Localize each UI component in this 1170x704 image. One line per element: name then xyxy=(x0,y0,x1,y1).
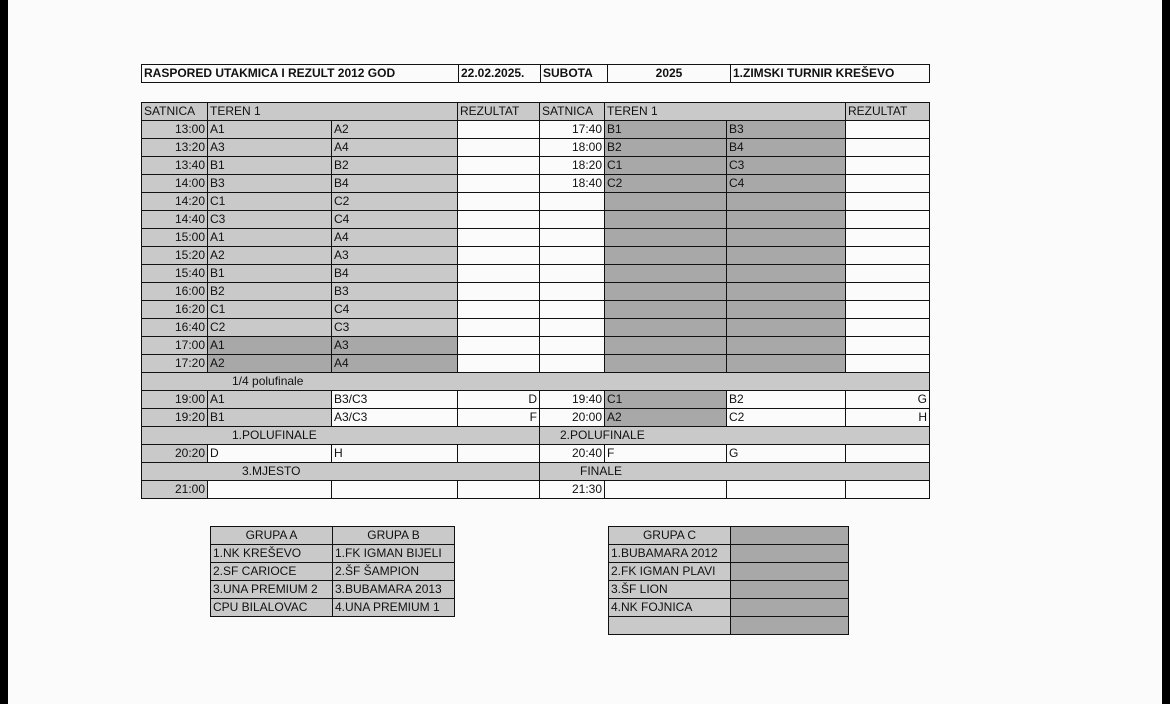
match-home-right xyxy=(605,247,727,265)
match-result xyxy=(458,175,540,193)
list-item xyxy=(211,563,455,581)
group-b-team: 1.FK IGMAN BIJELI xyxy=(333,545,455,563)
qf-home: A1 xyxy=(208,391,332,409)
qf-time-right: 19:40 xyxy=(540,391,605,409)
match-result-right xyxy=(846,121,930,139)
group-a-team: 1.NK KREŠEVO xyxy=(211,545,333,563)
third-place-label: 3.MJESTO xyxy=(142,463,540,481)
match-home: A2 xyxy=(208,247,332,265)
match-away: C2 xyxy=(332,193,458,211)
match-away-right: C4 xyxy=(727,175,846,193)
qf-time-right: 20:00 xyxy=(540,409,605,427)
group-b-team: 4.UNA PREMIUM 1 xyxy=(333,599,455,617)
tournament-cell: 1.ZIMSKI TURNIR KREŠEVO xyxy=(731,65,930,83)
match-result-right xyxy=(846,139,930,157)
list-item xyxy=(211,581,455,599)
group-c-blank xyxy=(731,599,849,617)
final-label: FINALE xyxy=(540,463,930,481)
match-home: B1 xyxy=(208,265,332,283)
table-row xyxy=(142,301,930,319)
match-time-right xyxy=(540,355,605,373)
match-result xyxy=(458,319,540,337)
match-time-right xyxy=(540,193,605,211)
qf-away-right: B2 xyxy=(727,391,846,409)
match-result xyxy=(458,355,540,373)
match-away-right xyxy=(727,265,846,283)
sf1-result xyxy=(458,445,540,463)
match-home: B1 xyxy=(208,157,332,175)
group-b-team: 3.BUBAMARA 2013 xyxy=(333,581,455,599)
match-time: 13:20 xyxy=(142,139,208,157)
qf-home-right: A2 xyxy=(605,409,727,427)
match-home-right: C2 xyxy=(605,175,727,193)
table-row xyxy=(142,409,930,427)
group-c-blank xyxy=(731,581,849,599)
match-home: A1 xyxy=(208,121,332,139)
table-row xyxy=(142,121,930,139)
match-result xyxy=(458,157,540,175)
match-home-right xyxy=(605,193,727,211)
match-home: C3 xyxy=(208,211,332,229)
match-away: A2 xyxy=(332,121,458,139)
table-row xyxy=(142,337,930,355)
group-a-team: 3.UNA PREMIUM 2 xyxy=(211,581,333,599)
col-satnica-right: SATNICA xyxy=(540,103,605,121)
group-b-title: GRUPA B xyxy=(333,527,455,545)
match-result xyxy=(458,139,540,157)
match-home-right xyxy=(605,319,727,337)
match-home-right xyxy=(605,283,727,301)
group-b-team: 2.ŠF ŠAMPION xyxy=(333,563,455,581)
match-away-right xyxy=(727,355,846,373)
match-result-right xyxy=(846,247,930,265)
qf-away-right: C2 xyxy=(727,409,846,427)
match-home-right xyxy=(605,355,727,373)
table-row xyxy=(142,175,930,193)
match-time-right xyxy=(540,283,605,301)
match-away: A4 xyxy=(332,229,458,247)
match-time-right xyxy=(540,319,605,337)
match-away-right: C3 xyxy=(727,157,846,175)
match-home-right xyxy=(605,301,727,319)
final-result xyxy=(846,481,930,499)
sf1-home: D xyxy=(208,445,332,463)
qf-code-right: H xyxy=(846,409,930,427)
match-result xyxy=(458,283,540,301)
match-away: C4 xyxy=(332,211,458,229)
group-c-title: GRUPA C xyxy=(609,527,731,545)
third-place-home xyxy=(208,481,332,499)
match-away-right xyxy=(727,247,846,265)
match-result-right xyxy=(846,157,930,175)
match-time-right xyxy=(540,265,605,283)
match-time: 17:20 xyxy=(142,355,208,373)
match-result xyxy=(458,211,540,229)
sf2-result xyxy=(846,445,930,463)
group-a-team: CPU BILALOVAC xyxy=(211,599,333,617)
match-result-right xyxy=(846,283,930,301)
table-row xyxy=(142,157,930,175)
third-place-time: 21:00 xyxy=(142,481,208,499)
match-time-right: 18:00 xyxy=(540,139,605,157)
match-home: B3 xyxy=(208,175,332,193)
match-away: A3 xyxy=(332,247,458,265)
table-row xyxy=(142,355,930,373)
qf-code: D xyxy=(458,391,540,409)
schedule-table xyxy=(141,102,930,499)
match-result-right xyxy=(846,319,930,337)
match-time: 15:00 xyxy=(142,229,208,247)
table-row xyxy=(142,139,930,157)
qf-home: B1 xyxy=(208,409,332,427)
match-away-right xyxy=(727,283,846,301)
table-row xyxy=(142,391,930,409)
match-result xyxy=(458,121,540,139)
table-row xyxy=(142,319,930,337)
col-satnica: SATNICA xyxy=(142,103,208,121)
match-away-right xyxy=(727,301,846,319)
match-result-right xyxy=(846,265,930,283)
match-home: C2 xyxy=(208,319,332,337)
col-teren: TEREN 1 xyxy=(208,103,458,121)
match-home-right xyxy=(605,337,727,355)
match-time-right: 18:20 xyxy=(540,157,605,175)
group-c-team: 1.BUBAMARA 2012 xyxy=(609,545,731,563)
match-home: C1 xyxy=(208,301,332,319)
sf1-time: 20:20 xyxy=(142,445,208,463)
match-time: 16:00 xyxy=(142,283,208,301)
match-time-right xyxy=(540,211,605,229)
match-result xyxy=(458,301,540,319)
match-home-right: B1 xyxy=(605,121,727,139)
match-home: A2 xyxy=(208,355,332,373)
match-result-right xyxy=(846,211,930,229)
qf-time: 19:20 xyxy=(142,409,208,427)
sf1-away: H xyxy=(332,445,458,463)
list-item xyxy=(609,545,849,563)
qf-away: B3/C3 xyxy=(332,391,458,409)
match-away-right xyxy=(727,319,846,337)
match-away: B3 xyxy=(332,283,458,301)
match-result xyxy=(458,337,540,355)
match-away: A4 xyxy=(332,139,458,157)
list-item xyxy=(609,563,849,581)
match-away: C3 xyxy=(332,319,458,337)
match-result-right xyxy=(846,355,930,373)
schedule-title: RASPORED UTAKMICA I REZULT 2012 GOD xyxy=(142,65,459,83)
match-away: C4 xyxy=(332,301,458,319)
table-row xyxy=(142,283,930,301)
match-away-right xyxy=(727,211,846,229)
match-time-right xyxy=(540,247,605,265)
table-row xyxy=(142,229,930,247)
match-result-right xyxy=(846,229,930,247)
match-time: 17:00 xyxy=(142,337,208,355)
match-away: B4 xyxy=(332,175,458,193)
qf-away: A3/C3 xyxy=(332,409,458,427)
match-time-right xyxy=(540,337,605,355)
match-time: 16:20 xyxy=(142,301,208,319)
table-row xyxy=(142,247,930,265)
match-result-right xyxy=(846,301,930,319)
group-a-title: GRUPA A xyxy=(211,527,333,545)
match-home-right xyxy=(605,211,727,229)
group-c-team xyxy=(609,617,731,635)
semifinal-1-label: 1.POLUFINALE xyxy=(142,427,540,445)
group-c-table xyxy=(608,526,849,635)
match-away-right: B4 xyxy=(727,139,846,157)
list-item xyxy=(211,599,455,617)
match-home: A1 xyxy=(208,229,332,247)
match-home-right: C1 xyxy=(605,157,727,175)
col-teren-right: TEREN 1 xyxy=(605,103,846,121)
group-c-blank xyxy=(731,617,849,635)
group-c-blank xyxy=(731,527,849,545)
match-time: 16:40 xyxy=(142,319,208,337)
match-time: 15:40 xyxy=(142,265,208,283)
match-away-right xyxy=(727,337,846,355)
list-item xyxy=(211,545,455,563)
match-result xyxy=(458,193,540,211)
match-home: A1 xyxy=(208,337,332,355)
match-time: 13:40 xyxy=(142,157,208,175)
match-away: B4 xyxy=(332,265,458,283)
match-time: 15:20 xyxy=(142,247,208,265)
group-c-blank xyxy=(731,563,849,581)
match-home-right xyxy=(605,229,727,247)
sf2-time: 20:40 xyxy=(540,445,605,463)
match-result-right xyxy=(846,175,930,193)
final-away xyxy=(727,481,846,499)
table-row xyxy=(142,193,930,211)
header-table xyxy=(141,64,930,83)
third-place-away xyxy=(332,481,458,499)
third-place-result xyxy=(458,481,540,499)
table-row xyxy=(142,265,930,283)
match-away-right: B3 xyxy=(727,121,846,139)
groups-ab-table xyxy=(210,526,455,617)
group-c-team: 2.FK IGMAN PLAVI xyxy=(609,563,731,581)
list-item xyxy=(609,599,849,617)
match-time: 14:00 xyxy=(142,175,208,193)
match-away: A4 xyxy=(332,355,458,373)
list-item xyxy=(609,581,849,599)
match-time-right xyxy=(540,229,605,247)
match-time: 14:40 xyxy=(142,211,208,229)
match-home-right xyxy=(605,265,727,283)
quarterfinal-label: 1/4 polufinale xyxy=(142,373,930,391)
year-cell: 2025 xyxy=(608,65,731,83)
final-home xyxy=(605,481,727,499)
col-rezultat-right: REZULTAT xyxy=(846,103,930,121)
match-time: 13:00 xyxy=(142,121,208,139)
sf2-home: F xyxy=(605,445,727,463)
match-home: C1 xyxy=(208,193,332,211)
group-c-blank xyxy=(731,545,849,563)
date-cell: 22.02.2025. xyxy=(459,65,541,83)
sf2-away: G xyxy=(727,445,846,463)
match-time-right xyxy=(540,301,605,319)
final-time: 21:30 xyxy=(540,481,605,499)
match-away-right xyxy=(727,193,846,211)
match-home-right: B2 xyxy=(605,139,727,157)
match-away: B2 xyxy=(332,157,458,175)
group-c-team: 3.ŠF LION xyxy=(609,581,731,599)
qf-code-right: G xyxy=(846,391,930,409)
group-a-team: 2.SF CARIOCE xyxy=(211,563,333,581)
day-cell: SUBOTA xyxy=(541,65,608,83)
match-away-right xyxy=(727,229,846,247)
list-item xyxy=(609,617,849,635)
qf-home-right: C1 xyxy=(605,391,727,409)
table-row xyxy=(142,211,930,229)
qf-code: F xyxy=(458,409,540,427)
match-result-right xyxy=(846,337,930,355)
semifinal-2-label: 2.POLUFINALE xyxy=(540,427,930,445)
match-home: B2 xyxy=(208,283,332,301)
match-result-right xyxy=(846,193,930,211)
match-time-right: 17:40 xyxy=(540,121,605,139)
match-away: A3 xyxy=(332,337,458,355)
group-c-team: 4.NK FOJNICA xyxy=(609,599,731,617)
match-time-right: 18:40 xyxy=(540,175,605,193)
match-result xyxy=(458,229,540,247)
match-result xyxy=(458,247,540,265)
match-home: A3 xyxy=(208,139,332,157)
col-rezultat: REZULTAT xyxy=(458,103,540,121)
match-result xyxy=(458,265,540,283)
qf-time: 19:00 xyxy=(142,391,208,409)
match-time: 14:20 xyxy=(142,193,208,211)
